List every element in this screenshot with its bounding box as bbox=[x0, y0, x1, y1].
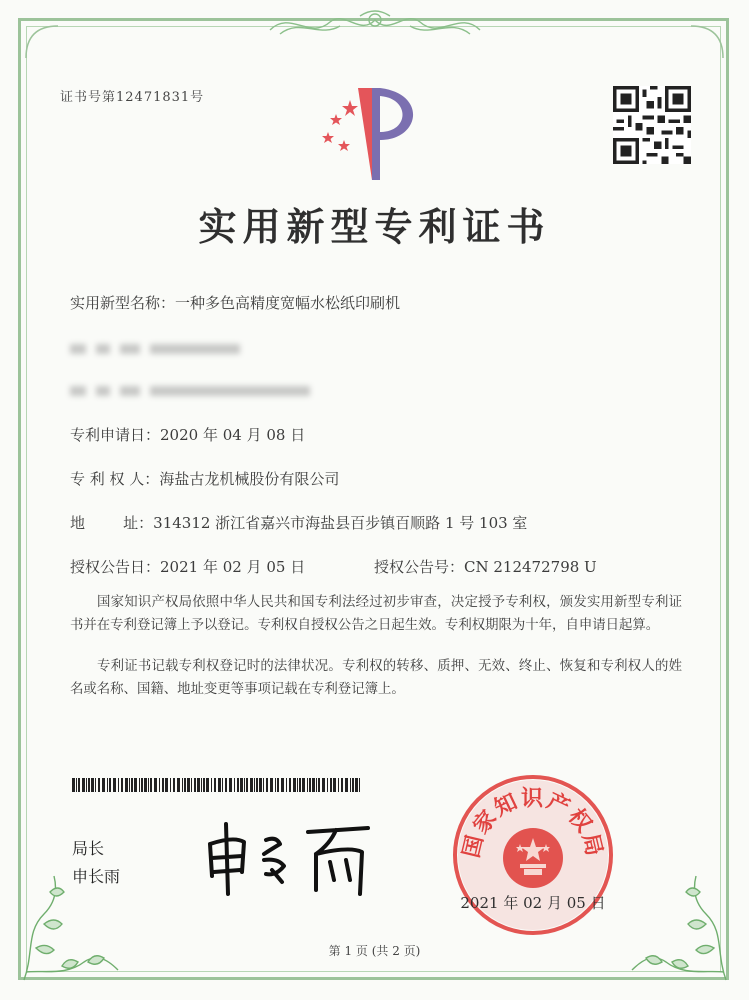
application-date-row bbox=[70, 424, 305, 445]
utility-model-name-row bbox=[70, 292, 400, 313]
qr-code-icon bbox=[613, 86, 691, 164]
grant-number-value: CN 212472798 U bbox=[464, 558, 597, 576]
patentee-label: 专 利 权 人： bbox=[70, 470, 160, 488]
patentee-row bbox=[70, 468, 339, 489]
top-right-corner-ornament-icon bbox=[687, 22, 727, 62]
page-footer: 第 1 页 (共 2 页) bbox=[328, 944, 421, 958]
seal-date: 2021 年 02 月 05 日 bbox=[460, 894, 606, 912]
redacted-patent-number-row bbox=[70, 380, 320, 394]
bottom-right-leaf-ornament-icon bbox=[626, 862, 736, 986]
address-value: 314312 浙江省嘉兴市海盐县百步镇百顺路 1 号 103 室 bbox=[153, 514, 528, 532]
utility-model-name-label: 实用新型名称： bbox=[70, 294, 176, 312]
certificate-title: 实用新型专利证书 bbox=[198, 204, 551, 249]
top-ornament-icon bbox=[260, 10, 490, 38]
patentee-value: 海盐古龙机械股份有限公司 bbox=[159, 470, 340, 488]
application-date-value: 2020 年 04 月 08 日 bbox=[160, 426, 306, 444]
redacted-inventor-row bbox=[70, 338, 250, 352]
body-paragraph-1: 国家知识产权局依照中华人民共和国专利法经过初步审查，决定授予专利权，颁发实用新型专利证书并在专利登记簿上予以登记。专利权自授权公告之日起生效。专利权期限为十年，自申请日起算。 bbox=[70, 595, 682, 633]
seal-text: 国家知识产权局 bbox=[459, 786, 607, 861]
grant-date-value: 2021 年 02 月 05 日 bbox=[160, 558, 306, 576]
address-row bbox=[70, 512, 527, 533]
grant-number-row bbox=[374, 556, 597, 577]
application-date-label: 专利申请日： bbox=[70, 426, 161, 444]
top-left-corner-ornament-icon bbox=[22, 22, 62, 62]
certificate-number: 证书号第12471831号 bbox=[60, 90, 205, 105]
handwritten-signature-icon bbox=[200, 810, 390, 900]
address-label: 地 址： bbox=[70, 514, 154, 532]
grant-date-label: 授权公告日： bbox=[70, 558, 161, 576]
cnipa-logo-icon bbox=[310, 80, 430, 190]
signature-title: 局长 bbox=[72, 839, 105, 858]
grant-date-row bbox=[70, 556, 305, 577]
utility-model-name-value: 一种多色高精度宽幅水松纸印刷机 bbox=[175, 294, 401, 312]
official-seal-icon bbox=[450, 772, 616, 938]
grant-number-label: 授权公告号： bbox=[374, 558, 465, 576]
signature-name: 申长雨 bbox=[72, 867, 121, 886]
barcode-icon bbox=[72, 778, 362, 792]
body-paragraph-2: 专利证书记载专利权登记时的法律状况。专利权的转移、质押、无效、终止、恢复和专利权人的姓名或名称、国籍、地址变更等事项记载在专利登记簿上。 bbox=[70, 659, 682, 697]
